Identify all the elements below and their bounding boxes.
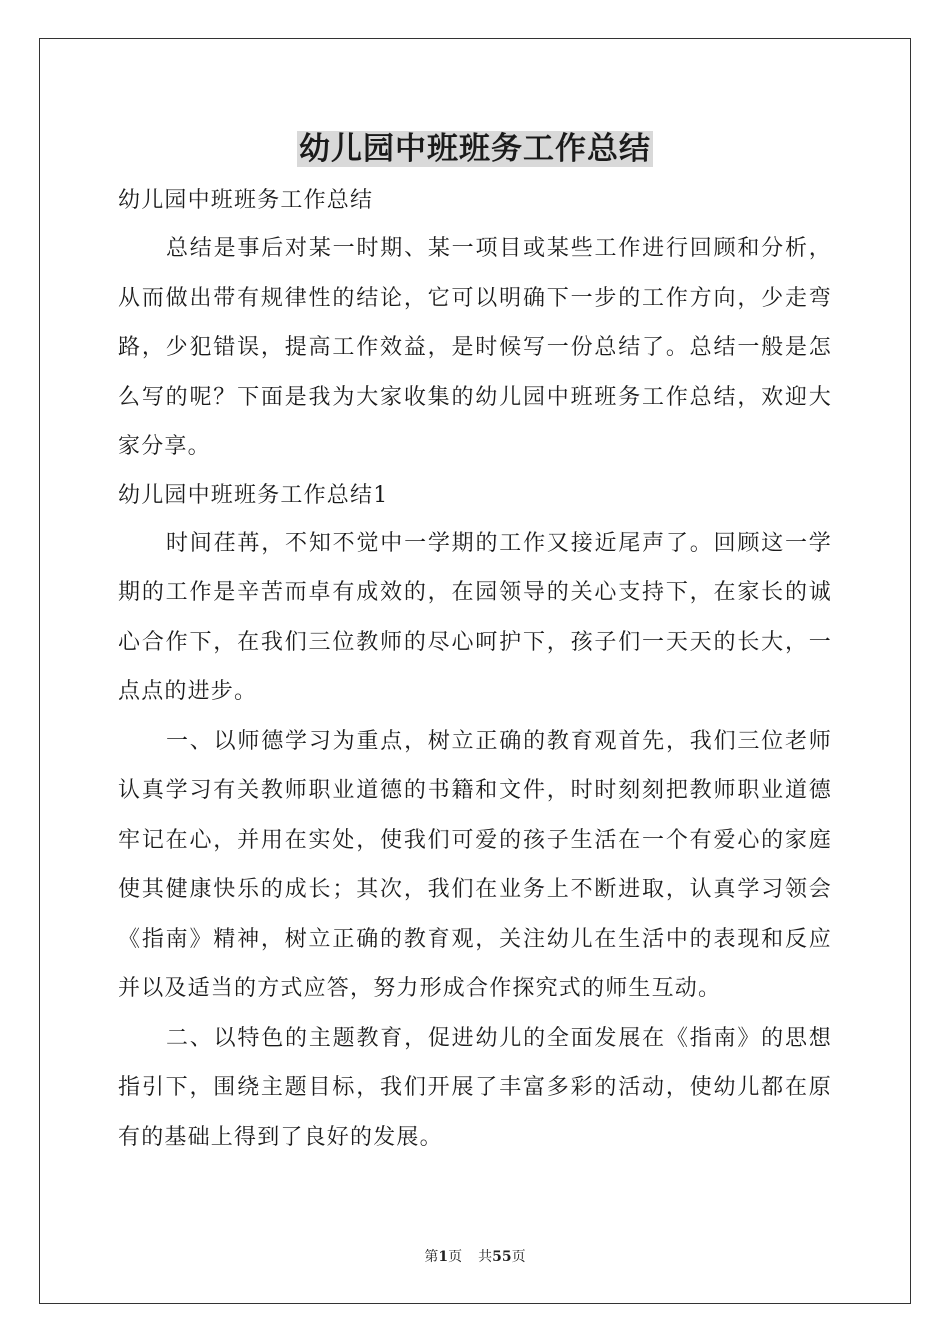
section-heading-1: 幼儿园中班班务工作总结1	[118, 482, 389, 508]
page-footer	[0, 1248, 950, 1266]
current-page-number: 1	[438, 1249, 449, 1265]
page-suffix: 页	[448, 1249, 463, 1265]
paragraph-subtitle: 幼儿园中班班务工作总结	[118, 188, 374, 213]
page-prefix: 第	[424, 1249, 439, 1265]
paragraph-review: 时间荏苒，不知不觉中一学期的工作又接近尾声了。回顾这一学期的工作是辛苦而卓有成效的，在园领导的关心支持下，在家长的诚心合作下，在我们三位教师的尽心呵护下，孩子们一天天的长大，一点点的进步。	[118, 530, 832, 704]
document-body	[118, 177, 832, 1162]
total-page-count: 55	[492, 1249, 512, 1265]
paragraph-intro: 总结是事后对某一时期、某一项目或某些工作进行回顾和分析，从而做出带有规律性的结论，它可以明确下一步的工作方向，少走弯路，少犯错误，提高工作效益，是时候写一份总结了。总结一般是怎么写的呢？下面是我为大家收集的幼儿园中班班务工作总结，欢迎大家分享。	[118, 236, 832, 459]
document-title-text: 幼儿园中班班务工作总结	[299, 131, 651, 167]
paragraph-point-two: 二、以特色的主题教育，促进幼儿的全面发展在《指南》的思想指引下，围绕主题目标，我们开展了丰富多彩的活动，使幼儿都在原有的基础上得到了良好的发展。	[118, 1025, 832, 1150]
total-suffix: 页	[511, 1249, 526, 1265]
paragraph-point-one: 一、以师德学习为重点，树立正确的教育观首先，我们三位老师认真学习有关教师职业道德的书籍和文件，时时刻刻把教师职业道德牢记在心，并用在实处，使我们可爱的孩子生活在一个有爱心的家庭使其健康快乐的成长；其次，我们在业务上不断进取，认真学习领会《指南》精神，树立正确的教育观，关注幼儿在生活中的表现和反应并以及适当的方式应答，努力形成合作探究式的师生互动。	[118, 728, 832, 1001]
document-title	[0, 128, 950, 170]
total-prefix: 共	[478, 1249, 493, 1265]
